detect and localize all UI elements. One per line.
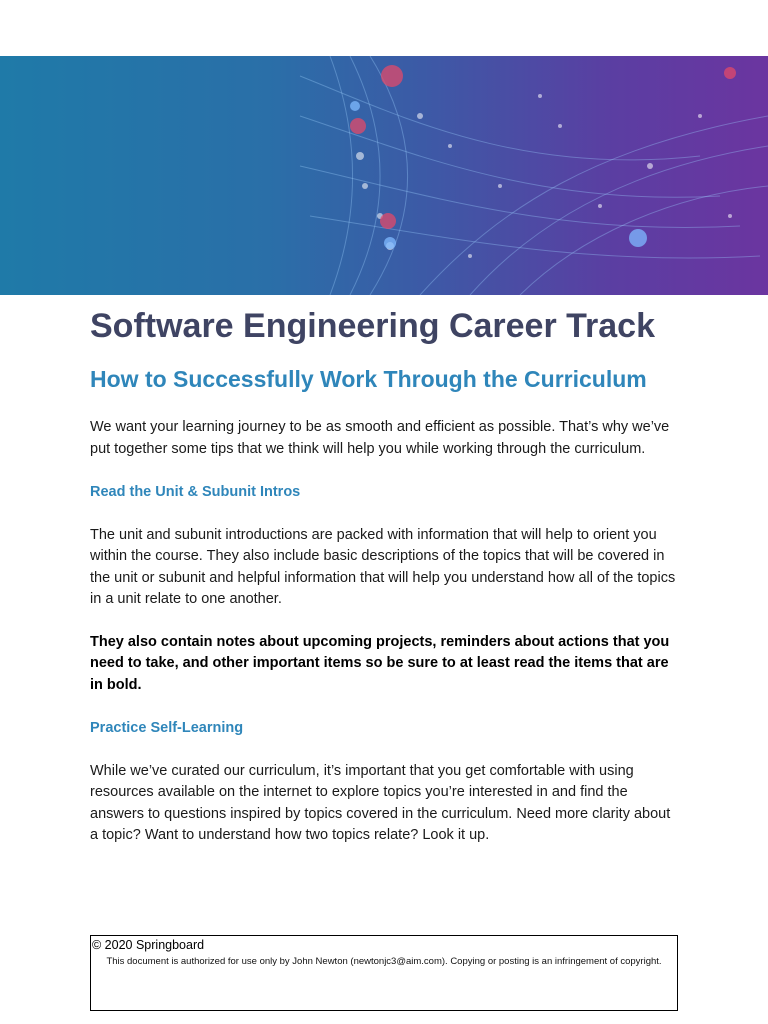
intros-bold-paragraph: They also contain notes about upcoming projects, reminders about actions that you need to take, and other important items so be sure to at least read the items that are in bold. bbox=[90, 633, 670, 693]
header-banner-image bbox=[0, 56, 768, 295]
footer-box bbox=[90, 935, 678, 1011]
copyright-text: © 2020 Springboard bbox=[92, 938, 205, 952]
intro-paragraph: We want your learning journey to be as smooth and efficient as possible. That’s why we’ve put together some tips that we think will help you while working through the curriculum. bbox=[90, 419, 670, 457]
self-learning-paragraph: While we’ve curated our curriculum, it’s important that you get comfortable with using resources available on the internet to explore topics you’re interested in and find the answers to questions inspired by topics covered in the curriculum. Need more clarity about a topic? Want to understand how two topics relate? Look it up. bbox=[90, 762, 671, 843]
document-body bbox=[90, 300, 680, 847]
authorization-notice: This document is authorized for use only by John Newton (newtonjc3@aim.com). Copying or posting is an infringement of copyright. bbox=[106, 956, 662, 967]
page-subtitle: How to Successfully Work Through the Curriculum bbox=[90, 366, 647, 392]
section-heading-intros: Read the Unit & Subunit Intros bbox=[90, 484, 301, 500]
abstract-network-graphic bbox=[0, 56, 768, 295]
page-title: Software Engineering Career Track bbox=[90, 307, 655, 345]
section-heading-self-learning: Practice Self-Learning bbox=[90, 720, 244, 736]
intros-paragraph: The unit and subunit introductions are packed with information that will help to orient you within the course. They also include basic descriptions of the topics that will be covered in the unit or subunit and helpful information that will help you understand how all of the topics in a unit relate to one another. bbox=[90, 526, 676, 607]
